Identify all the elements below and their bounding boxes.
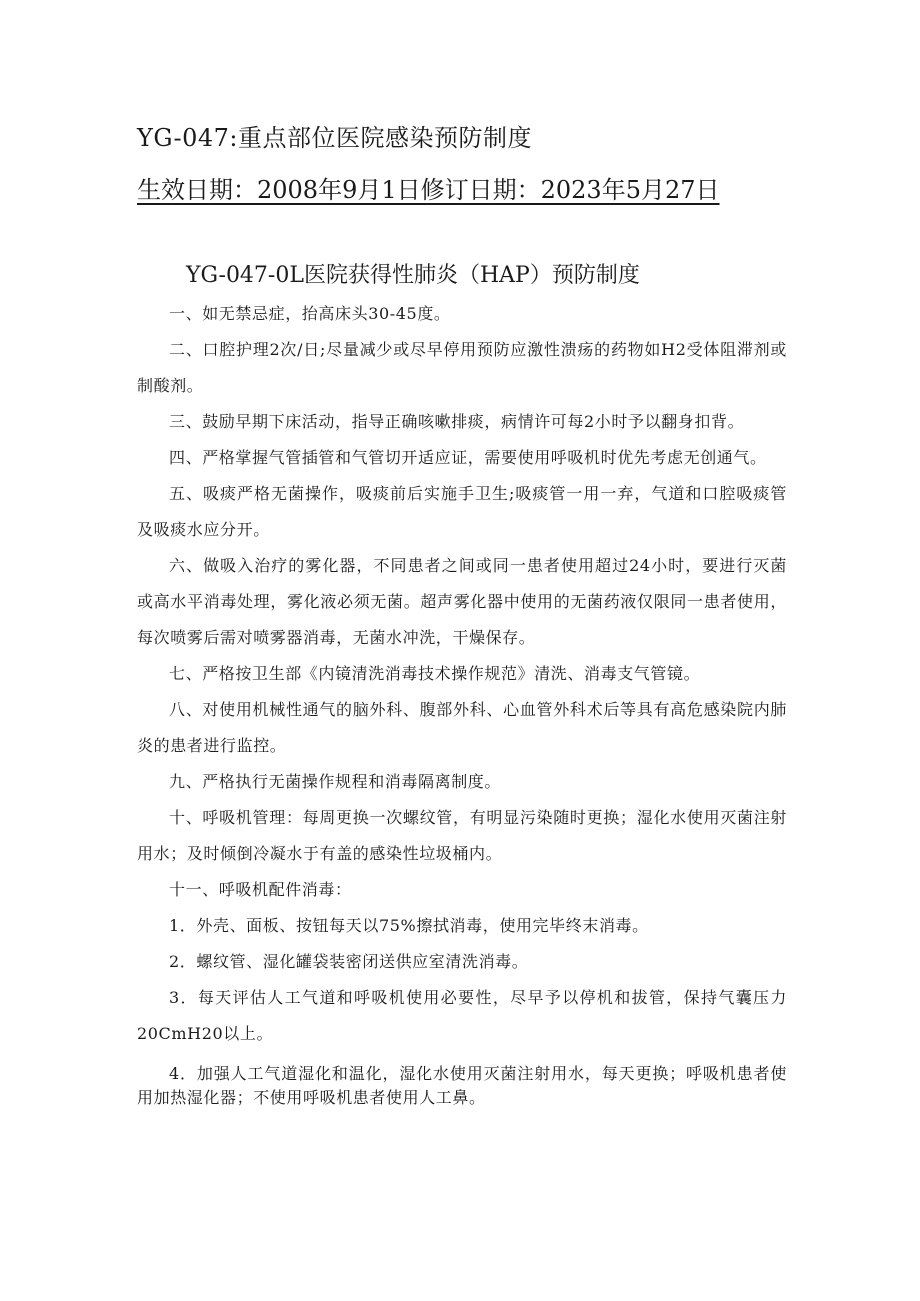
document-dates: 生效日期：2008年9月1日修订日期：2023年5月27日 — [137, 176, 720, 204]
paragraph-6: 六、做吸入治疗的雾化器，不同患者之间或同一患者使用超过24小时，要进行灭菌或高水平消毒处理，雾化液必须无菌。超声雾化器中使用的无菌药液仅限同一患者使用，每次喷雾后需对喷雾器消毒，无菌水冲洗，干燥保存。 — [137, 556, 787, 647]
paragraph-1: 一、如无禁忌症，抬高床头30-45度。 — [169, 304, 451, 323]
paragraph-10: 十、呼吸机管理：每周更换一次螺纹管，有明显污染随时更换；湿化水使用灭菌注射用水；及时倾倒冷凝水于有盖的感染性垃圾桶内。 — [137, 808, 787, 863]
paragraph-9: 九、严格执行无菌操作规程和消毒隔离制度。 — [169, 772, 502, 791]
list-item-2: 2．螺纹管、湿化罐袋装密闭送供应室清洗消毒。 — [169, 952, 529, 971]
paragraph-11: 十一、呼吸机配件消毒： — [169, 880, 352, 899]
document-body — [137, 296, 787, 1110]
list-item-4: 4．加强人工气道湿化和温化，湿化水使用灭菌注射用水，每天更换；呼吸机患者使用加热湿化器；不使用呼吸机患者使用人工鼻。 — [137, 1064, 787, 1107]
paragraph-7: 七、严格按卫生部《内镜清洗消毒技术操作规范》清洗、消毒支气管镜。 — [169, 664, 701, 683]
paragraph-5: 五、吸痰严格无菌操作，吸痰前后实施手卫生;吸痰管一用一弃，气道和口腔吸痰管及吸痰水应分开。 — [137, 484, 787, 539]
paragraph-8: 八、对使用机械性通气的脑外科、腹部外科、心血管外科术后等具有高危感染院内肺炎的患者进行监控。 — [137, 700, 787, 755]
section-title: YG-047-0L医院获得性肺炎（HAP）预防制度 — [186, 263, 640, 288]
paragraph-3: 三、鼓励早期下床活动，指导正确咳嗽排痰，病情许可每2小时予以翻身扣背。 — [169, 412, 745, 431]
paragraph-4: 四、严格掌握气管插管和气管切开适应证，需要使用呼吸机时优先考虑无创通气。 — [169, 448, 767, 467]
document-title: YG-047:重点部位医院感染预防制度 — [137, 124, 532, 152]
paragraph-2: 二、口腔护理2次/日;尽量减少或尽早停用预防应激性溃疡的药物如H2受体阻滞剂或制酸剂。 — [137, 340, 787, 395]
list-item-3: 3．每天评估人工气道和呼吸机使用必要性，尽早予以停机和拔管，保持气囊压力20CmH20以上。 — [137, 988, 787, 1043]
list-item-1: 1．外壳、面板、按钮每天以75%擦拭消毒，使用完毕终末消毒。 — [169, 916, 649, 935]
